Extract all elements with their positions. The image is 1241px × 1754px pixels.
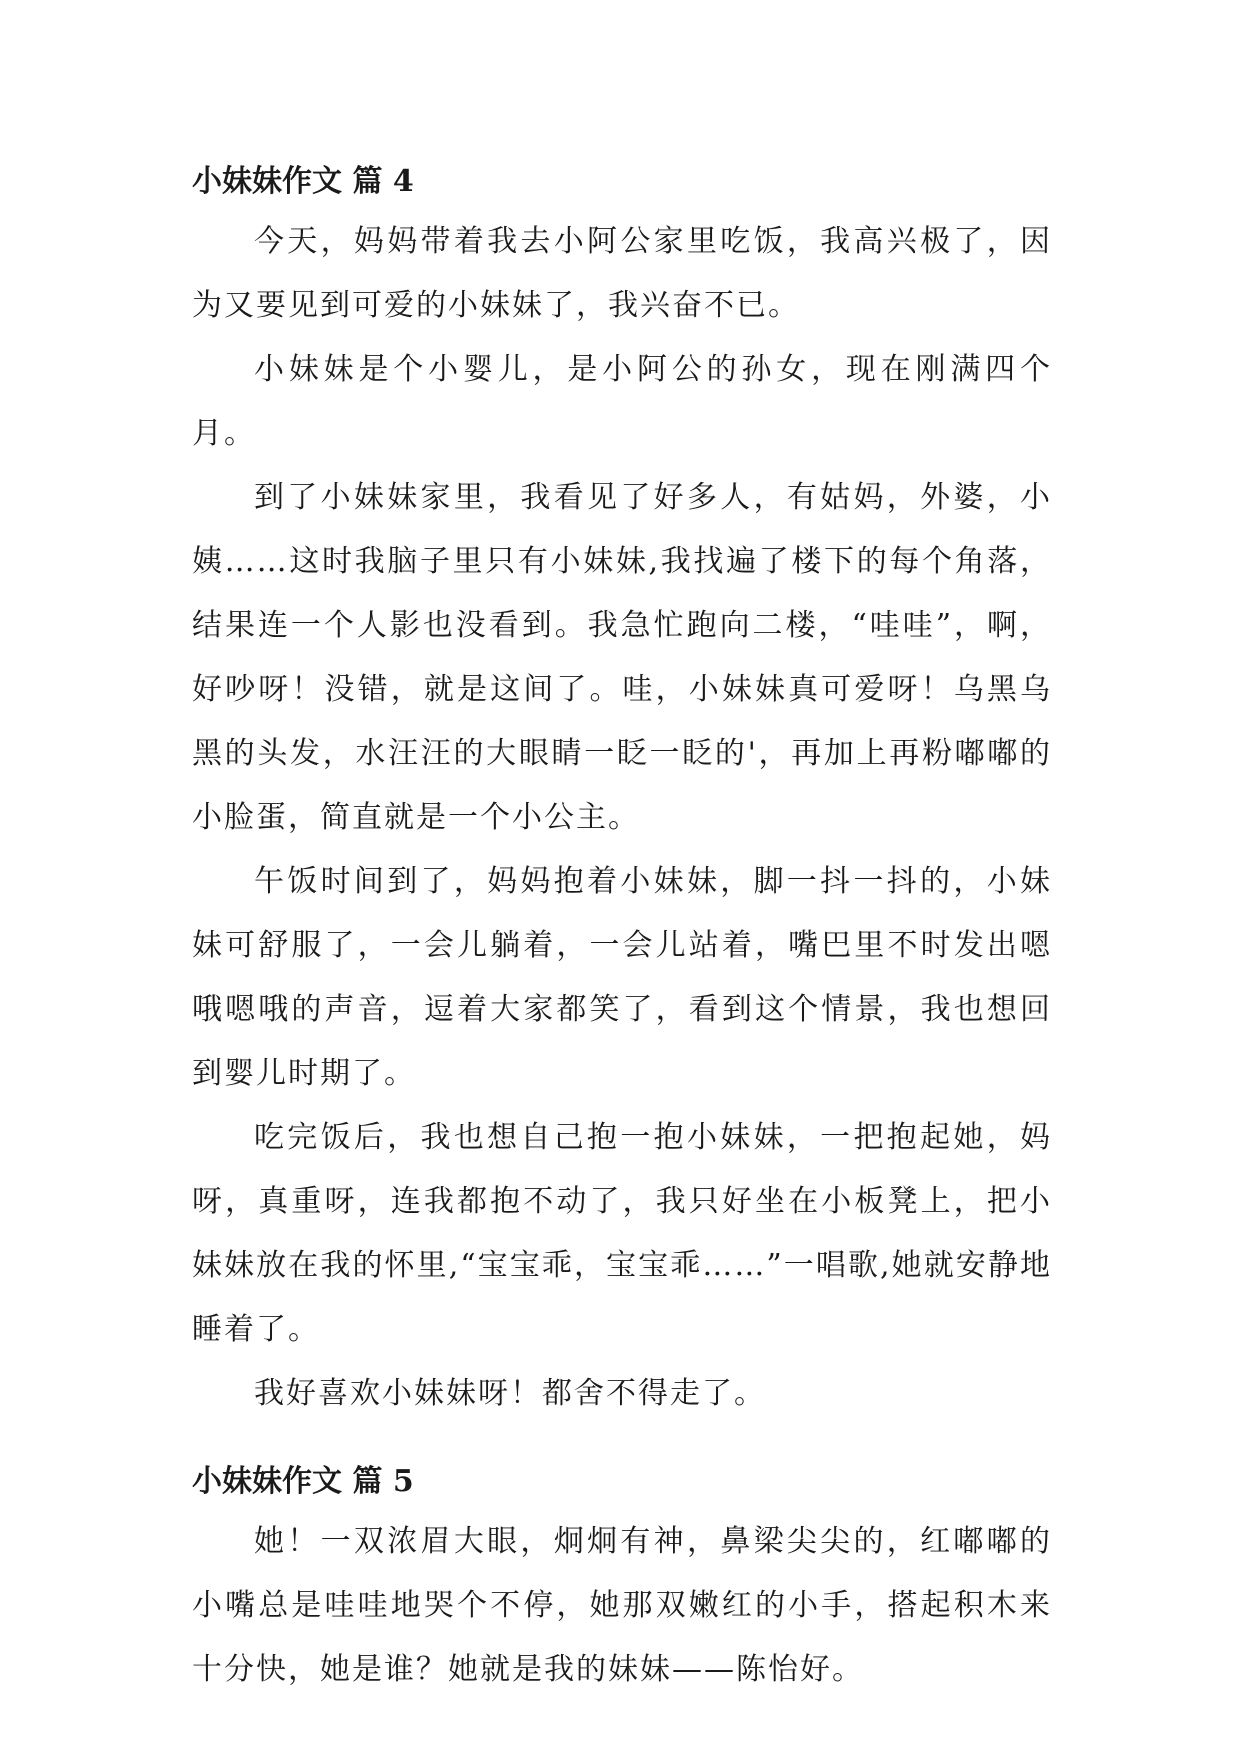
- paragraph: 她！一双浓眉大眼，炯炯有神，鼻梁尖尖的，红嘟嘟的小嘴总是哇哇地哭个不停，她那双嫩红的小手，搭起积木来十分快，她是谁？她就是我的妹妹——陈怡好。: [192, 1524, 1052, 1687]
- paragraph: 小妹妹是个小婴儿，是小阿公的孙女，现在刚满四个月。: [192, 352, 1052, 451]
- essay-section-4: [192, 162, 1052, 1426]
- paragraph: 今天，妈妈带着我去小阿公家里吃饭，我高兴极了，因为又要见到可爱的小妹妹了，我兴奋不已。: [192, 224, 1052, 323]
- document-page: [192, 162, 1052, 1702]
- paragraph: 到了小妹妹家里，我看见了好多人，有姑妈，外婆，小姨……这时我脑子里只有小妹妹,我找遍了楼下的每个角落，结果连一个人影也没看到。我急忙跑向二楼，“哇哇”，啊，好吵呀！没错，就是这间了。哇，小妹妹真可爱呀！乌黑乌黑的头发，水汪汪的大眼睛一眨一眨的'，再加上再粉嘟嘟的小脸蛋，简直就是一个小公主。: [192, 480, 1052, 835]
- paragraph: 吃完饭后，我也想自己抱一抱小妹妹，一把抱起她，妈呀，真重呀，连我都抱不动了，我只好坐在小板凳上，把小妹妹放在我的怀里,“宝宝乖，宝宝乖……”一唱歌,她就安静地睡着了。: [192, 1120, 1052, 1347]
- section-title: 小妹妹作文 篇 4: [192, 164, 414, 199]
- paragraph: 午饭时间到了，妈妈抱着小妹妹，脚一抖一抖的，小妹妹可舒服了，一会儿躺着，一会儿站着，嘴巴里不时发出嗯哦嗯哦的声音，逗着大家都笑了，看到这个情景，我也想回到婴儿时期了。: [192, 864, 1052, 1091]
- paragraph: 我好喜欢小妹妹呀！都舍不得走了。: [254, 1376, 766, 1411]
- section-title: 小妹妹作文 篇 5: [192, 1464, 414, 1499]
- essay-section-5: [192, 1462, 1052, 1702]
